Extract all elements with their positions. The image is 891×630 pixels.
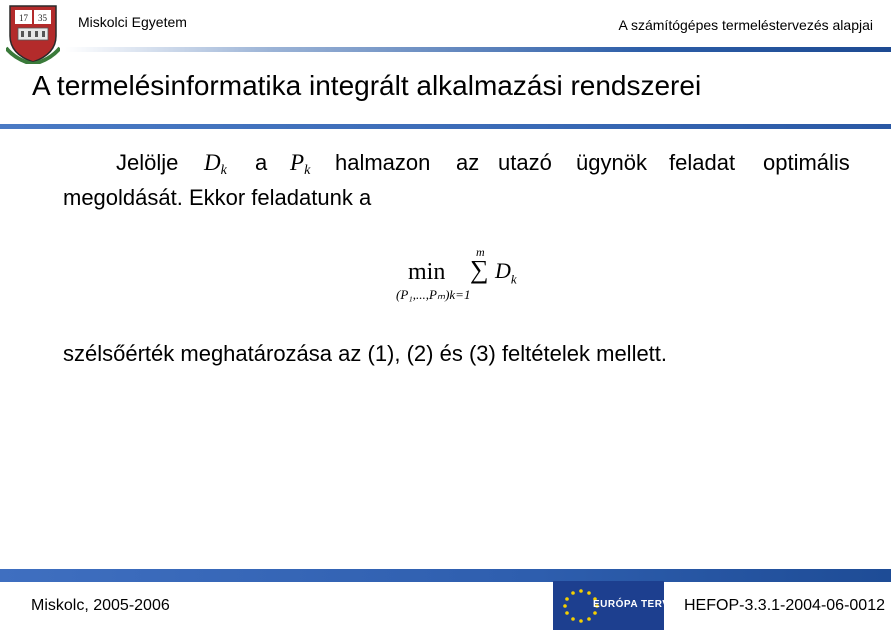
formula-sigma: ∑ (470, 255, 489, 284)
page-title: A termelésinformatika integrált alkalmazási rendszerei (32, 70, 702, 101)
word: ügynök (576, 150, 647, 175)
formula-upper-limit: m (476, 245, 485, 259)
svg-text:17: 17 (19, 13, 28, 23)
header-institution: Miskolci Egyetem (78, 14, 187, 30)
formula-term: $D_k$ (495, 258, 517, 287)
body-line-3: szélsőérték meghatározása az (1), (2) és (3) feltételek mellett. (63, 341, 668, 366)
word: Jelölje (116, 150, 179, 175)
word: feladat (669, 150, 736, 175)
header-divider (65, 47, 891, 52)
svg-text:35: 35 (38, 13, 47, 23)
objective-formula (384, 245, 544, 310)
footer-location-date: Miskolc, 2005-2006 (31, 597, 170, 614)
word: az (456, 150, 480, 175)
footer-divider (0, 569, 891, 582)
europa-terv-logo (553, 581, 670, 630)
formula-min: min (408, 259, 446, 285)
formula-lower-limit: (P₁,...,Pₘ)k=1 (396, 287, 471, 302)
body-line-2: megoldását. Ekkor feladatunk a (63, 185, 372, 210)
math-pk: $P_k$ (290, 150, 311, 178)
body-line-1 (116, 150, 856, 180)
word: utazó (498, 150, 552, 175)
word: optimális (763, 150, 850, 175)
word: a (255, 150, 268, 175)
math-dk: $D_k$ (204, 150, 227, 178)
footer-project-code: HEFOP-3.3.1-2004-06-0012 (684, 597, 885, 614)
university-crest-logo (6, 2, 60, 64)
word: halmazon (335, 150, 431, 175)
logo-text: EURÓPA TERV (593, 599, 670, 610)
title-divider (0, 124, 891, 129)
header-course-title: A számítógépes termeléstervezés alapjai (618, 17, 873, 33)
